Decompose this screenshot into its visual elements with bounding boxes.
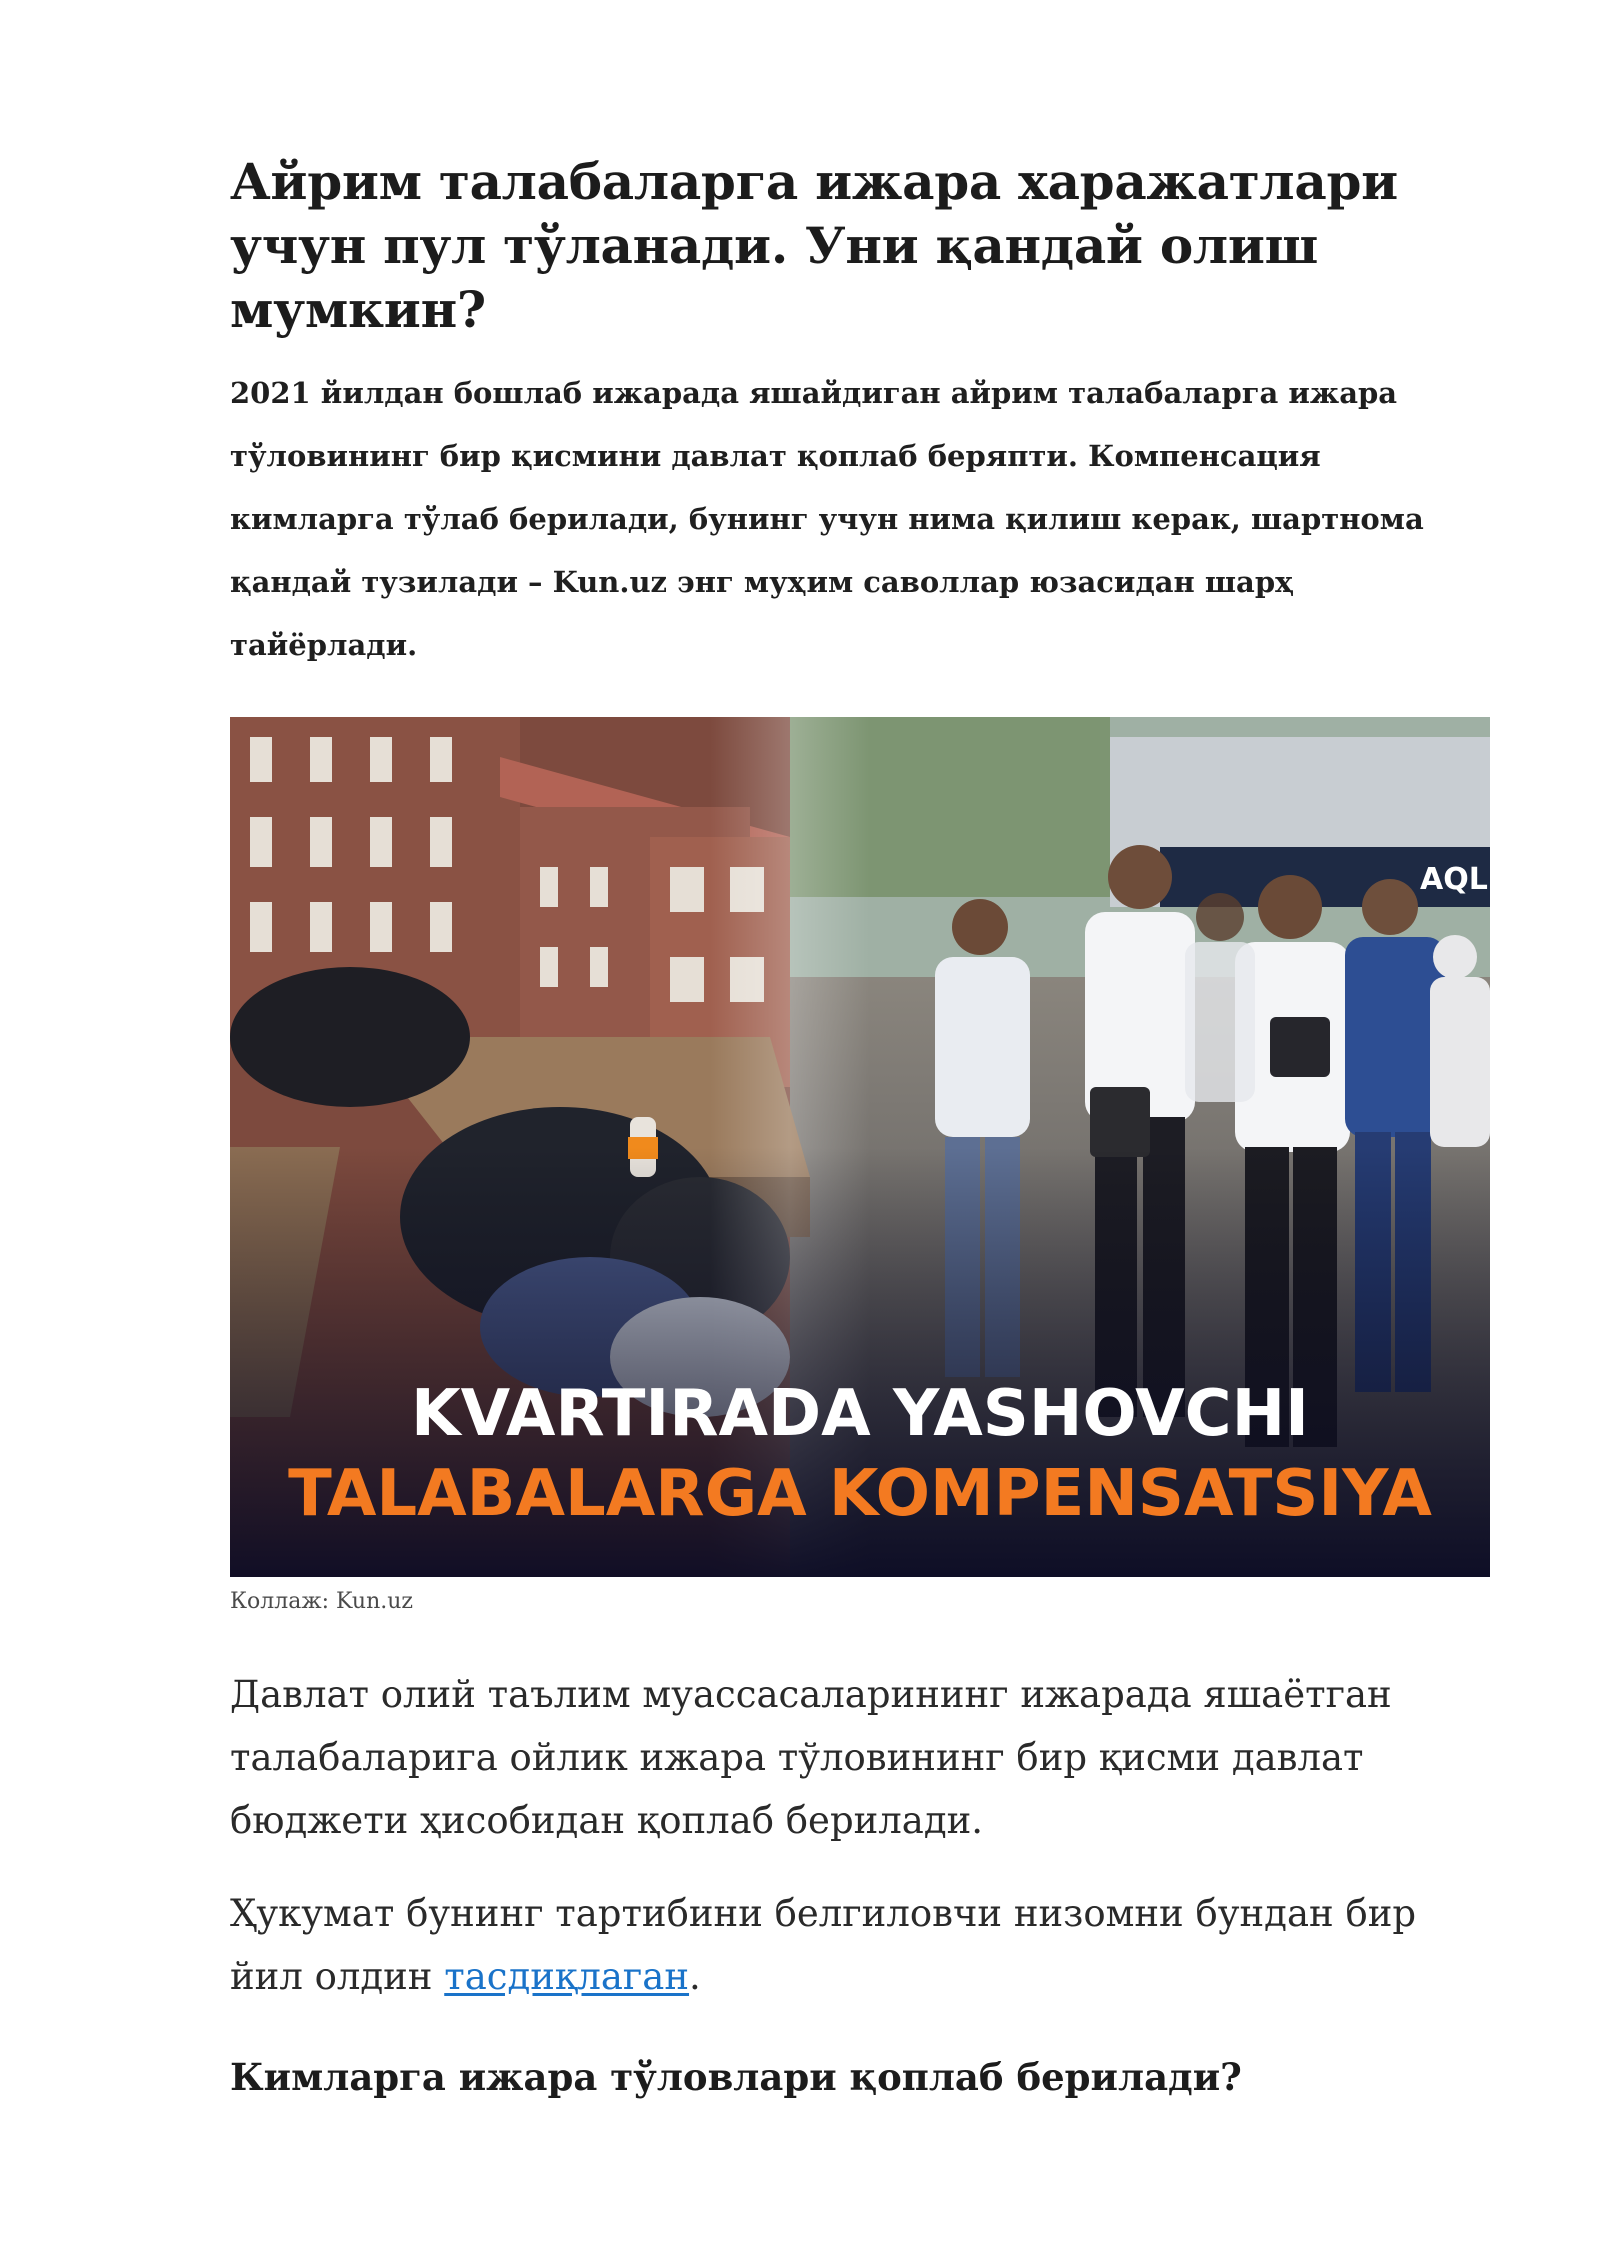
article <box>230 150 1499 2104</box>
approved-regulation-link[interactable]: тасдиқлаган <box>444 1955 690 1998</box>
image-caption: Коллаж: Kun.uz <box>230 1589 414 1614</box>
article-lead: 2021 йилдан бошлаб ижарада яшайдиган айрим талабаларга ижара тўловининг бир қисмини давлат қоплаб беряпти. Компенсация кимларга тўлаб берилади, бунинг учун нима қилиш керак, шартнома қандай тузилади – Kun.uz энг муҳим саволлар юзасидан шарҳ тайёрлади. <box>230 376 1424 662</box>
banner-line-1: KVARTIRADA YASHOVCHI <box>411 1377 1309 1451</box>
paragraph-2 <box>230 1882 1480 2008</box>
collage-illustration <box>230 717 1499 1577</box>
article-title: Айрим талабаларга ижара харажатлари учун пул тўланади. Уни қандай олиш мумкин? <box>230 152 1398 339</box>
cover-image[interactable] <box>230 717 1499 1577</box>
article-figure <box>230 717 1499 1617</box>
paragraph-2-text: Ҳукумат бунинг тартибини белгиловчи низомни бундан бир йил олдин <box>230 1892 1417 1998</box>
aqli-sign-text: AQLI <box>1420 862 1499 897</box>
paragraph-1: Давлат олий таълим муассасаларининг ижарада яшаётган талабаларига ойлик ижара тўловининг бир қисми давлат бюджети ҳисобидан қоплаб берилади. <box>230 1673 1392 1842</box>
paragraph-2-end: . <box>689 1955 701 1998</box>
banner-line-2: TALABALARGA KOMPENSATSIYA <box>288 1457 1432 1531</box>
section-subheading: Кимларга ижара тўловлари қоплаб берилади? <box>230 2055 1242 2099</box>
